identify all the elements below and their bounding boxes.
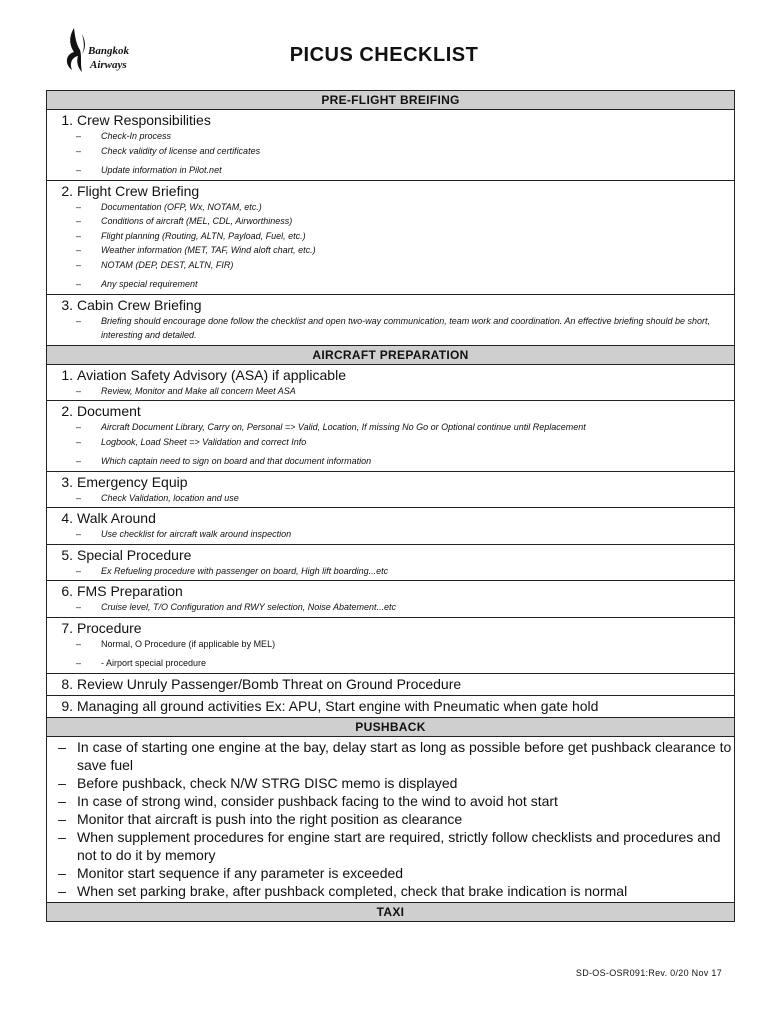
sub-item (76, 420, 734, 435)
item-heading (47, 509, 734, 527)
checklist-item-row (47, 294, 735, 345)
sub-item (76, 229, 734, 244)
dash-bullet: – (76, 492, 82, 503)
item-title: Review Unruly Passenger/Bomb Threat on Ground Procedure (77, 675, 462, 692)
pushback-bullet-text: Monitor start sequence if any parameter is exceeded (77, 864, 404, 881)
checklist-table (46, 90, 735, 922)
item-heading (47, 402, 734, 420)
checklist-item-row (47, 471, 735, 508)
checklist-item (47, 508, 735, 545)
item-title: Walk Around (77, 510, 156, 526)
section-header-pushback (47, 717, 735, 736)
sub-item (76, 435, 734, 450)
pushback-bullet (47, 864, 734, 882)
sub-item-text: Which captain need to sign on board and that document information (101, 456, 372, 466)
section-header-aircraft_prep (47, 345, 735, 364)
sub-item (76, 564, 734, 579)
item-number: 5. (61, 546, 73, 563)
checklist-item-row (47, 508, 735, 545)
pushback-bullet (47, 828, 734, 864)
sub-item-text: Check-In process (101, 131, 172, 141)
checklist-item-row (47, 180, 735, 294)
pushback-list (47, 736, 735, 902)
document-reference: SD-OS-OSR091:Rev. 0/20 Nov 17 (575, 968, 722, 978)
sub-item-text: Briefing should encourage done follow the checklist and open two-way communication, team work and coordination. An effective briefing should be short, interesting and detailed. (101, 315, 711, 340)
checklist-item (47, 617, 735, 673)
pushback-bullet (47, 738, 734, 774)
sub-item-text: Update information in Pilot.net (101, 165, 222, 175)
sub-item (76, 637, 734, 652)
sub-item (76, 656, 734, 671)
checklist-item-row (47, 673, 735, 695)
checklist-item (47, 110, 735, 181)
checklist-item-row (47, 695, 735, 717)
sub-item-text: Check Validation, location and use (101, 492, 239, 503)
dash-bullet: – (76, 422, 82, 432)
dash-bullet: – (76, 565, 82, 576)
dash-bullet: – (58, 738, 66, 755)
dash-bullet: – (76, 216, 82, 226)
sub-item (76, 129, 734, 144)
item-heading (47, 675, 734, 693)
checklist-item (47, 695, 735, 717)
item-title: Aviation Safety Advisory (ASA) if applicable (77, 366, 346, 383)
sub-item (76, 163, 734, 178)
item-heading (47, 697, 734, 715)
dash-bullet: – (58, 792, 66, 809)
checklist-item (47, 294, 735, 345)
item-heading (47, 473, 734, 491)
checklist-item-row (47, 617, 735, 673)
sub-item (76, 277, 734, 292)
sub-item-text: Any special requirement (101, 279, 198, 289)
item-title: FMS Preparation (77, 583, 183, 599)
item-heading (47, 619, 734, 637)
section-header-taxi (47, 902, 735, 921)
section-header-preflight (47, 91, 735, 110)
sub-item (76, 214, 734, 229)
checklist-item (47, 180, 735, 294)
checklist-item (47, 544, 735, 581)
sub-item-text: Flight planning (Routing, ALTN, Payload, Fuel, etc.) (101, 230, 306, 241)
sub-item (76, 454, 734, 469)
checklist-item-row (47, 581, 735, 618)
checklist-item (47, 471, 735, 508)
item-title: Procedure (77, 619, 142, 636)
sub-item-text: Normal, O Procedure (if applicable by MEL) (101, 638, 276, 649)
item-title: Flight Crew Briefing (77, 182, 200, 199)
item-heading (47, 546, 734, 564)
pushback-bullet (47, 792, 734, 810)
pushback-row (47, 736, 735, 902)
dash-bullet: – (58, 864, 66, 881)
dash-bullet: – (76, 658, 82, 668)
pushback-bullet-text: When supplement procedures for engine start are required, strictly follow checklists and procedures and not to do it by memory (77, 828, 721, 863)
dash-bullet: – (76, 201, 82, 212)
pushback-bullet-text: In case of strong wind, consider pushback facing to the wind to avoid hot start (77, 792, 558, 809)
pushback-bullet-text: When set parking brake, after pushback completed, check that brake indication is normal (77, 882, 628, 899)
pushback-bullet (47, 810, 734, 828)
item-title: Emergency Equip (77, 473, 188, 490)
dash-bullet: – (58, 882, 66, 899)
svg-text:Bangkok: Bangkok (88, 45, 129, 57)
item-title: Cabin Crew Briefing (77, 296, 202, 313)
item-number: 2. (61, 182, 73, 199)
sub-item (76, 200, 734, 215)
item-heading (47, 111, 734, 129)
sub-item-text: - Airport special procedure (101, 658, 207, 668)
item-heading (47, 182, 734, 200)
section-title: PUSHBACK (47, 717, 735, 736)
checklist-item (47, 401, 735, 472)
pushback-bullet (47, 774, 734, 792)
sub-item-text: Use checklist for aircraft walk around inspection (101, 529, 292, 539)
dash-bullet: – (76, 230, 82, 241)
dash-bullet: – (76, 385, 82, 396)
dash-bullet: – (76, 145, 82, 156)
checklist-item (47, 364, 735, 401)
dash-bullet: – (58, 828, 66, 845)
sub-item (76, 527, 734, 542)
sub-item-text: Documentation (OFP, Wx, NOTAM, etc.) (101, 201, 262, 212)
checklist-item (47, 673, 735, 695)
sub-item (76, 243, 734, 258)
item-heading (47, 366, 734, 384)
item-title: Special Procedure (77, 546, 192, 563)
pushback-bullet-text: Before pushback, check N/W STRG DISC memo is displayed (77, 774, 458, 791)
item-number: 3. (61, 296, 73, 313)
dash-bullet: – (76, 456, 82, 466)
dash-bullet: – (76, 165, 82, 175)
sub-item-text: Aircraft Document Library, Carry on, Personal => Valid, Location, If missing No Go or Optional continue until Replacement (101, 422, 586, 432)
dash-bullet: – (76, 602, 82, 612)
sub-item-text: Review, Monitor and Make all concern Meet ASA (101, 385, 296, 396)
sub-item-text: NOTAM (DEP, DEST, ALTN, FIR) (101, 259, 234, 270)
checklist-item-row (47, 364, 735, 401)
item-number: 4. (61, 510, 73, 526)
item-number: 6. (61, 583, 73, 599)
sub-item-text: Ex Refueling procedure with passenger on board, High lift boarding...etc (101, 565, 389, 576)
dash-bullet: – (76, 131, 82, 141)
sub-item (76, 258, 734, 273)
item-number: 2. (61, 403, 73, 419)
dash-bullet: – (76, 529, 82, 539)
item-number: 3. (61, 473, 73, 490)
item-number: 8. (61, 675, 73, 692)
item-title: Managing all ground activities Ex: APU, Start engine with Pneumatic when gate hold (77, 697, 599, 714)
item-number: 1. (61, 112, 73, 128)
item-heading (47, 296, 734, 314)
page-title: PICUS CHECKLIST (289, 44, 479, 66)
sub-item-text: Cruise level, T/O Configuration and RWY selection, Noise Abatement...etc (101, 602, 396, 612)
sub-item-text: Check validity of license and certificates (101, 145, 261, 156)
dash-bullet: – (76, 315, 82, 326)
pushback-bullet (47, 882, 734, 900)
sub-item-text: Weather information (MET, TAF, Wind aloft chart, etc.) (101, 245, 316, 255)
pushback-bullet-text: Monitor that aircraft is push into the right position as clearance (77, 810, 463, 827)
sub-item (76, 314, 734, 343)
dash-bullet: – (58, 774, 66, 791)
dash-bullet: – (76, 436, 82, 447)
section-title: TAXI (47, 902, 735, 921)
sub-item-text: Logbook, Load Sheet => Validation and correct Info (101, 436, 307, 447)
sub-item-text: Conditions of aircraft (MEL, CDL, Airworthiness) (101, 216, 293, 226)
svg-text:Airways: Airways (90, 59, 127, 71)
item-heading (47, 582, 734, 600)
item-title: Document (77, 403, 141, 419)
dash-bullet: – (76, 259, 82, 270)
sub-item (76, 600, 734, 615)
section-title: PRE-FLIGHT BREIFING (47, 91, 735, 110)
section-title: AIRCRAFT PREPARATION (47, 345, 735, 364)
dash-bullet: – (76, 638, 82, 649)
sub-item (76, 384, 734, 399)
checklist-item-row (47, 401, 735, 472)
dash-bullet: – (76, 279, 82, 289)
pushback-bullet-text: In case of starting one engine at the bay, delay start as long as possible before get pushback clearance to save fuel (77, 738, 732, 773)
checklist-item (47, 581, 735, 618)
item-number: 7. (61, 619, 73, 636)
checklist-item-row (47, 110, 735, 181)
dash-bullet: – (76, 245, 82, 255)
item-title: Crew Responsibilities (77, 112, 211, 128)
sub-item (76, 491, 734, 506)
dash-bullet: – (58, 810, 66, 827)
item-number: 9. (61, 697, 73, 714)
item-number: 1. (61, 366, 73, 383)
checklist-item-row (47, 544, 735, 581)
sub-item (76, 144, 734, 159)
